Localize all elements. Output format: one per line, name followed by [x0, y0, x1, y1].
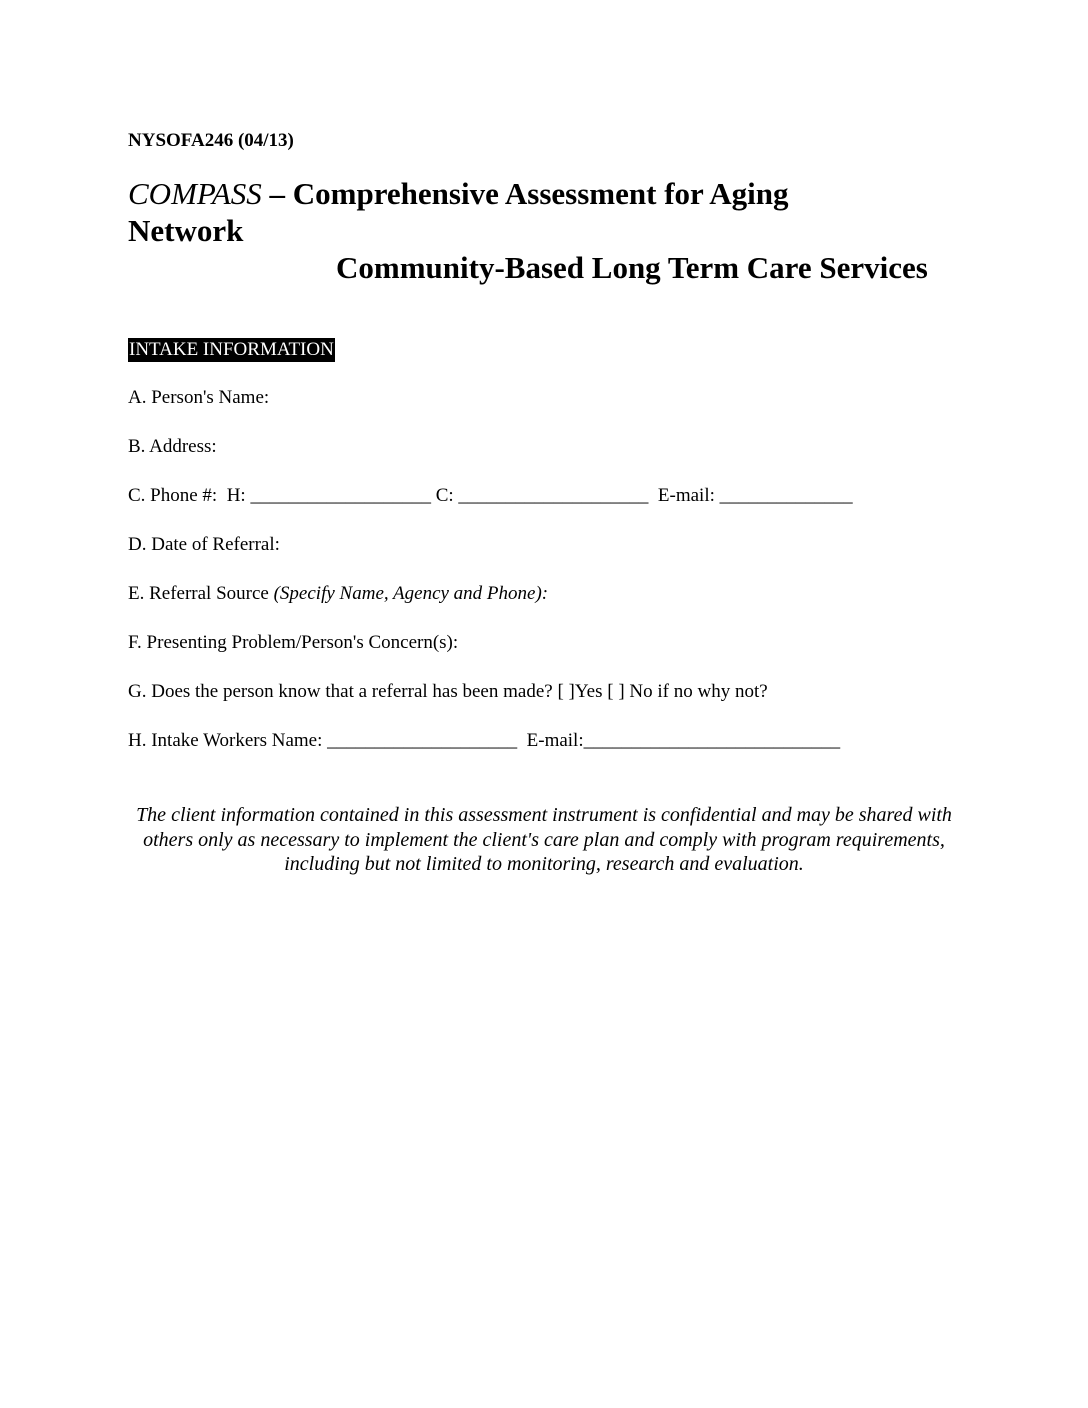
field-intake-worker: H. Intake Workers Name: ____________________ E-mail:___________________________	[128, 730, 841, 751]
field-persons-name: A. Person's Name:	[128, 387, 270, 408]
title-brand: COMPASS	[128, 176, 262, 211]
field-referral-awareness: G. Does the person know that a referral has been made? [ ]Yes [ ] No if no why not?	[128, 681, 768, 702]
field-presenting-problem: F. Presenting Problem/Person's Concern(s):	[128, 632, 459, 653]
field-referral-source	[128, 582, 548, 606]
referral-source-hint: (Specify Name, Agency and Phone):	[273, 583, 549, 604]
form-code: NYSOFA246 (04/13)	[128, 130, 294, 151]
field-address: B. Address:	[128, 436, 217, 457]
confidentiality-notice: The client information contained in this assessment instrument is confidential and may be shared with others only as necessary to implement the client's care plan and comply with program requirements, including but not limited to monitoring, research and evaluation.	[136, 804, 952, 875]
document-subtitle: Community-Based Long Term Care Services	[336, 250, 928, 285]
title-text: – Comprehensive Assessment for Aging	[261, 176, 789, 211]
document-title-continued: Network	[128, 213, 244, 248]
field-phone-email: C. Phone #: H: ___________________ C: ____________________ E-mail: ______________	[128, 485, 853, 506]
document-title	[128, 176, 789, 212]
field-date-of-referral: D. Date of Referral:	[128, 534, 280, 555]
referral-source-label: E. Referral Source	[128, 583, 274, 604]
section-header-intake: INTAKE INFORMATION	[129, 339, 334, 360]
